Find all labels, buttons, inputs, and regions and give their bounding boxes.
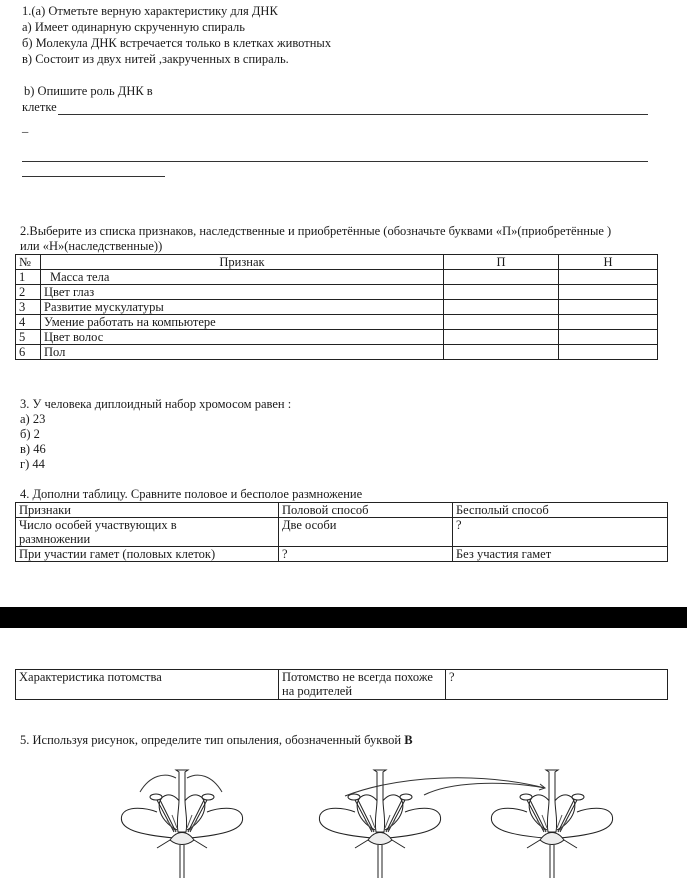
reproduction-table bbox=[15, 502, 668, 562]
answer-line bbox=[22, 176, 165, 177]
row-label: При участии гамет (половых клеток) bbox=[16, 547, 279, 562]
hereditary-cell[interactable] bbox=[559, 270, 658, 285]
row-no: 5 bbox=[16, 330, 41, 345]
row-trait: Масса тела bbox=[41, 270, 444, 285]
q5-title bbox=[20, 733, 413, 748]
q3-option: а) 23 bbox=[20, 412, 46, 426]
header-cell: Признаки bbox=[16, 503, 279, 518]
row-no: 3 bbox=[16, 300, 41, 315]
answer-line bbox=[22, 161, 648, 162]
answer-line bbox=[58, 114, 648, 115]
table-row bbox=[16, 345, 658, 360]
q3-option: г) 44 bbox=[20, 457, 45, 471]
reproduction-table-continued bbox=[15, 669, 668, 700]
row-label: Число особей участвующих в размножении bbox=[16, 518, 279, 547]
header-hereditary: Н bbox=[559, 255, 658, 270]
table-row bbox=[16, 330, 658, 345]
asexual-cell[interactable]: ? bbox=[446, 670, 668, 700]
arrow-icon bbox=[424, 783, 545, 795]
row-trait: Цвет глаз bbox=[41, 285, 444, 300]
traits-table bbox=[15, 254, 658, 360]
row-no: 1 bbox=[16, 270, 41, 285]
q1-option-c: в) Состоит из двух нитей ,закрученных в спираль. bbox=[22, 52, 289, 66]
header-acquired: П bbox=[444, 255, 559, 270]
flower-self-pollination bbox=[121, 770, 242, 878]
hereditary-cell[interactable] bbox=[559, 285, 658, 300]
sexual-cell[interactable]: ? bbox=[279, 547, 453, 562]
q1b-prompt: b) Опишите роль ДНК в bbox=[24, 84, 153, 98]
table-row bbox=[16, 300, 658, 315]
table-row bbox=[16, 547, 668, 562]
row-trait: Пол bbox=[41, 345, 444, 360]
table-row bbox=[16, 270, 658, 285]
asexual-cell[interactable]: ? bbox=[453, 518, 668, 547]
q5-text: 5. Используя рисунок, определите тип опыления, обозначенный буквой bbox=[20, 733, 405, 747]
q1-option-a: а) Имеет одинарную скрученную спираль bbox=[22, 20, 245, 34]
q3-option: в) 46 bbox=[20, 442, 46, 456]
row-trait: Цвет волос bbox=[41, 330, 444, 345]
header-cell: Половой способ bbox=[279, 503, 453, 518]
row-no: 4 bbox=[16, 315, 41, 330]
acquired-cell[interactable] bbox=[444, 345, 559, 360]
arrow-icon bbox=[345, 778, 545, 796]
table-header-row bbox=[16, 503, 668, 518]
arrow-icon bbox=[140, 775, 176, 792]
q3-title: 3. У человека диплоидный набор хромосом равен : bbox=[20, 397, 292, 411]
pollination-illustration bbox=[0, 760, 687, 878]
hereditary-cell[interactable] bbox=[559, 315, 658, 330]
table-row bbox=[16, 315, 658, 330]
q1b-prompt-cont: клетке bbox=[22, 100, 57, 114]
acquired-cell[interactable] bbox=[444, 285, 559, 300]
sexual-cell: Две особи bbox=[279, 518, 453, 547]
page-break-band bbox=[0, 607, 687, 628]
answer-dash: _ bbox=[22, 120, 29, 134]
row-label: Характеристика потомства bbox=[16, 670, 279, 700]
table-row bbox=[16, 285, 658, 300]
q2-title: 2.Выберите из списка признаков, наследственные и приобретённые (обозначьте буквами «П»(приобретённые ) bbox=[20, 224, 612, 238]
q1-option-b: б) Молекула ДНК встречается только в клетках животных bbox=[22, 36, 332, 50]
table-row bbox=[16, 518, 668, 547]
q5-letter: В bbox=[404, 733, 413, 747]
asexual-cell: Без участия гамет bbox=[453, 547, 668, 562]
hereditary-cell[interactable] bbox=[559, 330, 658, 345]
q4-title: 4. Дополни таблицу. Сравните половое и бесполое размножение bbox=[20, 487, 363, 501]
acquired-cell[interactable] bbox=[444, 300, 559, 315]
acquired-cell[interactable] bbox=[444, 315, 559, 330]
q2-title-cont: или «Н»(наследственные)) bbox=[20, 239, 163, 253]
flower-cross-pollination-source bbox=[319, 770, 440, 878]
hereditary-cell[interactable] bbox=[559, 300, 658, 315]
row-no: 2 bbox=[16, 285, 41, 300]
row-trait: Развитие мускулатуры bbox=[41, 300, 444, 315]
flower-cross-pollination-target bbox=[491, 770, 612, 878]
header-cell: Бесполый способ bbox=[453, 503, 668, 518]
row-no: 6 bbox=[16, 345, 41, 360]
header-trait: Признак bbox=[41, 255, 444, 270]
pollination-arrows bbox=[140, 775, 545, 796]
table-row bbox=[16, 670, 668, 700]
row-trait: Умение работать на компьютере bbox=[41, 315, 444, 330]
header-no: № bbox=[16, 255, 41, 270]
hereditary-cell[interactable] bbox=[559, 345, 658, 360]
arrow-icon bbox=[187, 775, 222, 792]
acquired-cell[interactable] bbox=[444, 270, 559, 285]
q1-title: 1.(a) Отметьте верную характеристику для ДНК bbox=[22, 4, 278, 18]
acquired-cell[interactable] bbox=[444, 330, 559, 345]
sexual-cell: Потомство не всегда похоже на родителей bbox=[279, 670, 446, 700]
q3-option: б) 2 bbox=[20, 427, 40, 441]
table-header-row bbox=[16, 255, 658, 270]
